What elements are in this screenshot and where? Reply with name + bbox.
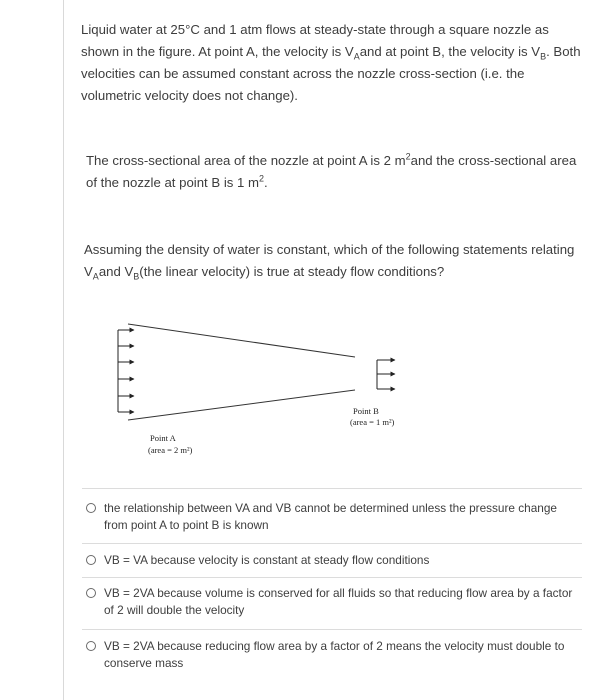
answer-option-label: VB = 2VA because volume is conserved for all fluids so that reducing flow area by a factor of 2 will double the velocity xyxy=(104,586,573,617)
point-a-label: Point A xyxy=(150,433,176,443)
radio-button[interactable] xyxy=(86,588,96,598)
separator xyxy=(82,629,582,630)
answer-option-3[interactable] xyxy=(82,585,582,621)
answer-option-label: VB = 2VA because reducing flow area by a factor of 2 means the velocity must double to conserve mass xyxy=(104,639,565,670)
nozzle-bottom-wall xyxy=(128,390,355,420)
outlet-flow-arrows xyxy=(377,360,395,389)
inlet-flow-arrows xyxy=(118,330,134,412)
radio-button[interactable] xyxy=(86,503,96,513)
left-border-line xyxy=(63,0,64,700)
radio-button[interactable] xyxy=(86,555,96,565)
radio-button[interactable] xyxy=(86,641,96,651)
nozzle-top-wall xyxy=(128,324,355,357)
nozzle-diagram xyxy=(110,312,430,472)
separator xyxy=(82,488,582,489)
answer-option-1[interactable] xyxy=(82,500,582,536)
point-b-label: Point B xyxy=(353,406,379,416)
area-statement: The cross-sectional area of the nozzle at point A is 2 $m^2and$ the cross-sectional area of the nozzle at point B is 1 $m^2$. xyxy=(86,151,577,190)
answer-option-label: the relationship between VA and VB cannot be determined unless the pressure change from point A to point B is known xyxy=(104,501,557,532)
question-prompt: Assuming the density of water is constant, which of the following statements relating $V_Aand$ $V_B(the$ linear velocity) is true at steady flow conditions? xyxy=(84,242,575,282)
separator xyxy=(82,577,582,578)
answer-option-2[interactable] xyxy=(82,552,582,572)
separator xyxy=(82,543,582,544)
point-a-area-label: (area = 2 m²) xyxy=(148,445,193,455)
answer-option-4[interactable] xyxy=(82,638,582,674)
answer-option-label: VB = VA because velocity is constant at steady flow conditions xyxy=(104,553,430,567)
problem-statement: Liquid water at 25°C and 1 atm flows at steady-state through a square nozzle as shown in the figure. At point A, the velocity is $V_Aand$ at point B, the velocity is $V_B$. Both velocities can be assumed constant across the nozzle cross-section (i.e. the volumetric velocity does not change). xyxy=(81,22,581,103)
point-b-area-label: (area = 1 m²) xyxy=(350,417,395,427)
